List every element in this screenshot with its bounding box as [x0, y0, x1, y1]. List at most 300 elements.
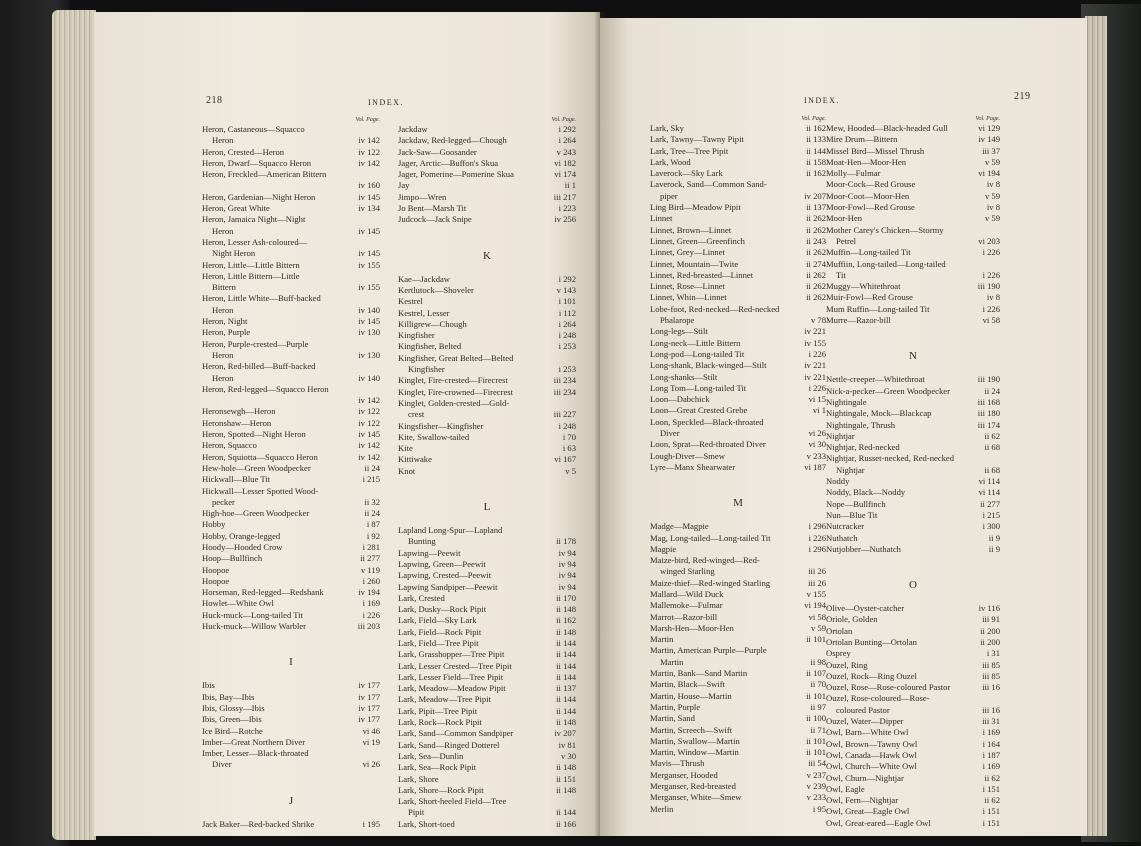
- index-entry: [650, 134, 826, 145]
- entry-name: Heron, Red-billed—Buff-backed: [202, 361, 316, 372]
- index-entry: [650, 202, 826, 213]
- entry-name: pecker: [212, 496, 235, 507]
- entry-reference: [378, 214, 380, 225]
- entry-name: Loon—Dabchick: [650, 394, 710, 405]
- entry-reference: i 195: [362, 818, 380, 829]
- entry-name: Kinglet, Golden-crested—Gold-: [398, 397, 510, 408]
- entry-reference: ii 162: [806, 123, 826, 133]
- entry-reference: i 92: [366, 530, 380, 541]
- index-entry: [650, 804, 826, 815]
- entry-reference: ii 9: [988, 532, 1000, 543]
- entry-name: Nuthatch: [826, 532, 858, 543]
- index-entry: [826, 315, 1000, 326]
- index-entry: [202, 406, 380, 417]
- index-entry: [826, 281, 1000, 292]
- entry-name: Ibis, Glossy—Ibis: [202, 702, 265, 713]
- index-entry: [826, 465, 1000, 476]
- index-entry: [826, 304, 1000, 315]
- entry-name: Missel Bird—Missel Thrush: [826, 145, 925, 156]
- entry-reference: vi 182: [554, 157, 576, 168]
- spacer: [650, 473, 826, 484]
- index-entry: [398, 192, 576, 203]
- entry-reference: vi 46: [362, 725, 380, 736]
- entry-reference: vi 203: [978, 235, 1000, 246]
- entry-reference: ii 148: [556, 626, 576, 637]
- entry-reference: iv 145: [358, 191, 380, 202]
- entry-reference: vi 114: [978, 487, 1000, 498]
- entry-name: Kestrel: [398, 296, 423, 307]
- entry-reference: i 248: [558, 420, 576, 431]
- entry-reference: i 253: [558, 341, 576, 352]
- entry-name: Nightjar: [836, 464, 865, 475]
- entry-name: Nick-a-pecker—Green Woodpecker: [826, 385, 950, 396]
- entry-name: Hobby, Orange-legged: [202, 530, 281, 541]
- entry-reference: i 264: [558, 318, 576, 329]
- entry-name: Lough-Diver—Smew: [650, 450, 725, 461]
- index-entry: [650, 758, 826, 769]
- index-entry: [202, 305, 380, 316]
- index-entry: [650, 589, 826, 600]
- entry-reference: ii 144: [806, 145, 826, 156]
- index-entry: [650, 270, 826, 281]
- entry-name: Owl, Great—Eagle Owl: [826, 806, 910, 817]
- entry-reference: v 59: [984, 190, 1000, 201]
- entry-name: winged Starling: [660, 566, 715, 577]
- entry-name: Lark, Pipit—Tree Pipit: [398, 705, 478, 716]
- index-entry: [650, 259, 826, 270]
- entry-name: Hoop—Bullfinch: [202, 553, 263, 564]
- index-entry: [398, 683, 576, 694]
- index-entry: [650, 451, 826, 462]
- entry-reference: i 169: [982, 727, 1000, 738]
- entry-reference: i 226: [808, 382, 826, 393]
- index-entry: [650, 781, 826, 792]
- entry-reference: [998, 453, 1000, 464]
- entry-reference: ii 24: [364, 462, 380, 473]
- entry-name: Linnet, Green—Greenfinch: [650, 235, 745, 246]
- index-entry: [650, 462, 826, 473]
- entry-name: Heron, Lesser Ash-coloured—: [202, 236, 308, 247]
- entry-name: piper: [660, 190, 678, 201]
- index-entry: [398, 604, 576, 615]
- entry-reference: iv 145: [358, 225, 380, 236]
- entry-reference: iv 145: [358, 316, 380, 327]
- entry-name: Merlin: [650, 803, 674, 814]
- entry-reference: i 112: [558, 307, 576, 318]
- entry-name: Killigrew—Chough: [398, 318, 467, 329]
- entry-reference: ii 68: [984, 442, 1000, 453]
- entry-reference: i 281: [362, 541, 380, 552]
- index-entry: [826, 202, 1000, 213]
- entry-reference: ii 148: [556, 604, 576, 615]
- entry-reference: i 215: [982, 509, 1000, 520]
- entry-name: Moor-Cock—Red Grouse: [826, 179, 916, 190]
- index-entry: [650, 668, 826, 679]
- index-entry: [202, 282, 380, 293]
- entry-name: Lark, Sand—Ringed Dotterel: [398, 739, 500, 750]
- entry-reference: i 215: [362, 474, 380, 485]
- entry-reference: i 226: [982, 269, 1000, 280]
- entry-name: Lark, Dusky—Rock Pipit: [398, 604, 487, 615]
- index-entry: [398, 319, 576, 330]
- index-entry: [650, 225, 826, 236]
- entry-reference: i 151: [982, 806, 1000, 817]
- index-entry: [202, 531, 380, 542]
- entry-reference: iv 145: [358, 248, 380, 259]
- index-entry: [826, 544, 1000, 555]
- entry-name: Kinglet, Fire-crested—Firecrest: [398, 375, 508, 386]
- entry-reference: iii 180: [977, 408, 1000, 419]
- spacer: [826, 555, 1000, 566]
- entry-reference: v 119: [360, 564, 380, 575]
- index-entry: [202, 271, 380, 282]
- entry-name: Lark, Sand—Common Sandpiper: [398, 728, 514, 739]
- index-entry: [398, 341, 576, 352]
- entry-name: Marrot—Razor-bill: [650, 611, 718, 622]
- entry-reference: vi 194: [978, 168, 1000, 179]
- index-entry: [650, 394, 826, 405]
- index-entry: [398, 694, 576, 705]
- entry-name: Martin, American Purple—Purple: [650, 645, 767, 656]
- index-entry: [398, 717, 576, 728]
- index-entry: [202, 248, 380, 259]
- index-entry: [398, 443, 576, 454]
- entry-name: Heron, Squacco: [202, 440, 257, 451]
- index-entry: [826, 795, 1000, 806]
- index-entry: [650, 157, 826, 168]
- entry-name: Lark, Field—Tree Pipit: [398, 637, 479, 648]
- entry-name: Ibis, Bay—Ibis: [202, 691, 255, 702]
- index-entry: [202, 169, 380, 180]
- entry-reference: iv 149: [978, 134, 1000, 145]
- column-header: Vol. Page.: [975, 116, 1000, 122]
- index-entry: [650, 247, 826, 258]
- entry-name: Martin, Screech—Swift: [650, 724, 733, 735]
- entry-reference: [998, 259, 1000, 270]
- entry-reference: [574, 525, 576, 536]
- running-head: INDEX.: [368, 98, 404, 107]
- index-entry: [202, 714, 380, 725]
- index-entry: [398, 454, 576, 465]
- entry-reference: ii 107: [806, 668, 826, 679]
- index-entry: [398, 135, 576, 146]
- index-entry: [398, 375, 576, 386]
- entry-name: Lapwing, Green—Peewit: [398, 558, 486, 569]
- entry-name: Long Tom—Long-tailed Tit: [650, 382, 747, 393]
- entry-reference: vi 58: [982, 315, 1000, 326]
- section-letter: N: [909, 350, 917, 363]
- entry-name: Pipit: [408, 807, 425, 818]
- index-entry: [202, 192, 380, 203]
- entry-name: Owl, Great-eared—Eagle Owl: [826, 817, 931, 828]
- entry-reference: [378, 169, 380, 180]
- entry-name: Ouzel, Ring: [826, 659, 868, 670]
- entry-name: Heron, Dwarf—Squacco Heron: [202, 157, 312, 168]
- entry-name: Linnet: [650, 213, 673, 224]
- entry-reference: ii 277: [360, 553, 380, 564]
- entry-reference: vi 1: [812, 405, 826, 416]
- entry-name: Kinglet, Fire-crowned—Firecrest: [398, 386, 514, 397]
- entry-reference: iv 160: [358, 180, 380, 191]
- index-entry: [398, 525, 576, 536]
- entry-reference: iv 94: [558, 558, 576, 569]
- entry-reference: iv 177: [358, 680, 380, 691]
- entry-name: Nightjar, Red-necked: [826, 442, 900, 453]
- index-entry: [826, 270, 1000, 281]
- entry-reference: ii 9: [988, 543, 1000, 554]
- index-entry: [826, 247, 1000, 258]
- index-entry: [202, 726, 380, 737]
- index-entry: [202, 158, 380, 169]
- entry-reference: iv 130: [358, 327, 380, 338]
- spacer: [826, 326, 1000, 337]
- spacer: [398, 226, 576, 237]
- entry-name: Madge—Magpie: [650, 521, 709, 532]
- index-entry: [826, 397, 1000, 408]
- index-entry: [826, 453, 1000, 464]
- entry-reference: ii 144: [556, 807, 576, 818]
- entry-name: Merganser, Red-breasted: [650, 781, 736, 792]
- entry-name: Kingfisher, Belted: [398, 341, 462, 352]
- entry-reference: iv 8: [986, 179, 1000, 190]
- section-letter: M: [733, 497, 743, 510]
- index-entry: [826, 727, 1000, 738]
- entry-reference: iv 207: [554, 728, 576, 739]
- entry-reference: iii 217: [553, 191, 576, 202]
- index-entry: [650, 612, 826, 623]
- entry-reference: [378, 361, 380, 372]
- entry-reference: ii 262: [806, 269, 826, 280]
- entry-reference: ii 148: [556, 784, 576, 795]
- entry-reference: iv 134: [358, 203, 380, 214]
- index-entry: [826, 374, 1000, 385]
- index-entry: [398, 627, 576, 638]
- column-header: Vol. Page.: [355, 117, 380, 123]
- entry-name: Hickwall—Blue Tit: [202, 474, 271, 485]
- index-entry: [826, 499, 1000, 510]
- index-entry: [398, 285, 576, 296]
- index-entry: [398, 796, 576, 807]
- index-entry: [826, 408, 1000, 419]
- entry-reference: iii 227: [553, 409, 576, 420]
- entry-name: Heron: [212, 225, 234, 236]
- entry-name: Lyre—Manx Shearwater: [650, 461, 736, 472]
- entry-reference: i 292: [558, 124, 576, 134]
- entry-name: Hickwall—Lesser Spotted Wood-: [202, 485, 319, 496]
- entry-name: Moor-Coot—Moor-Hen: [826, 190, 910, 201]
- entry-reference: ii 101: [806, 690, 826, 701]
- index-entry: [398, 124, 576, 135]
- entry-name: Lark, Meadow—Meadow Pipit: [398, 683, 506, 694]
- entry-reference: iv 221: [804, 371, 826, 382]
- entry-reference: vi 26: [808, 428, 826, 439]
- entry-name: Linnet, Rose—Linnet: [650, 281, 725, 292]
- entry-reference: ii 262: [806, 213, 826, 224]
- entry-reference: iv 140: [358, 372, 380, 383]
- index-entry: [202, 452, 380, 463]
- index-entry: [650, 702, 826, 713]
- entry-name: Magpie: [650, 543, 677, 554]
- index-entry: [202, 497, 380, 508]
- index-entry: [398, 785, 576, 796]
- index-entry: [398, 582, 576, 593]
- index-entry: [202, 819, 380, 830]
- index-entry: [826, 225, 1000, 236]
- entry-reference: i 70: [562, 431, 576, 442]
- index-entry: [398, 672, 576, 683]
- section-letter: K: [483, 249, 491, 262]
- spacer: [398, 477, 576, 488]
- index-entry: [398, 353, 576, 364]
- entry-reference: ii 98: [810, 656, 826, 667]
- entry-reference: i 248: [558, 330, 576, 341]
- entry-name: Ouzel, Rose—Rose-coloured Pastor: [826, 682, 951, 693]
- entry-reference: [378, 384, 380, 395]
- entry-reference: [998, 225, 1000, 236]
- entry-reference: v 239: [806, 781, 826, 792]
- index-entry: [202, 587, 380, 598]
- entry-reference: ii 148: [556, 762, 576, 773]
- entry-reference: ii 68: [984, 464, 1000, 475]
- entry-name: Lark, Field—Rock Pipit: [398, 626, 482, 637]
- index-entry: [650, 713, 826, 724]
- index-entry: [826, 420, 1000, 431]
- entry-name: Marsh-Hen—Moor-Hen: [650, 622, 734, 633]
- left-page: [94, 12, 600, 836]
- index-entry: [202, 418, 380, 429]
- entry-name: Nope—Bullfinch: [826, 498, 886, 509]
- entry-reference: i 226: [982, 303, 1000, 314]
- entry-name: Nightjar, Russet-necked, Red-necked: [826, 453, 955, 464]
- index-entry: [398, 728, 576, 739]
- entry-reference: vi 114: [978, 476, 1000, 487]
- entry-reference: iii 85: [982, 659, 1000, 670]
- index-entry: [826, 671, 1000, 682]
- entry-reference: i 151: [982, 783, 1000, 794]
- index-entry: [398, 387, 576, 398]
- entry-reference: iv 221: [804, 326, 826, 337]
- index-entry: [202, 237, 380, 248]
- index-entry: [826, 157, 1000, 168]
- entry-name: Lark, Rock—Rock Pipit: [398, 717, 482, 728]
- entry-reference: i 187: [982, 749, 1000, 760]
- entry-reference: ii 133: [806, 134, 826, 145]
- index-entry: [826, 761, 1000, 772]
- index-entry: [650, 792, 826, 803]
- entry-name: Kite, Swallow-tailed: [398, 431, 470, 442]
- entry-name: Oriole, Golden: [826, 614, 878, 625]
- entry-reference: iv 116: [978, 603, 1000, 614]
- index-entry: [826, 431, 1000, 442]
- entry-reference: iii 190: [977, 374, 1000, 385]
- entry-reference: iv 142: [358, 157, 380, 168]
- entry-reference: i 292: [558, 273, 576, 284]
- entry-reference: ii 144: [556, 705, 576, 716]
- entry-name: Mag, Long-tailed—Long-tailed Tit: [650, 532, 771, 543]
- index-entry: [826, 533, 1000, 544]
- index-entry: [202, 350, 380, 361]
- entry-reference: iii 54: [808, 758, 826, 769]
- entry-name: Long-pod—Long-tailed Tit: [650, 348, 745, 359]
- entry-name: Ouzel, Rock—Ring Ouzel: [826, 670, 917, 681]
- entry-name: Jimpo—Wren: [398, 191, 447, 202]
- entry-reference: [378, 293, 380, 304]
- index-entry: [826, 292, 1000, 303]
- entry-reference: ii 200: [980, 636, 1000, 647]
- index-entry: [398, 364, 576, 375]
- index-entry: [826, 521, 1000, 532]
- entry-name: Linnet, Grey—Linnet: [650, 247, 725, 258]
- entry-reference: i 296: [808, 521, 826, 532]
- index-entry: [202, 327, 380, 338]
- entry-reference: i 260: [362, 575, 380, 586]
- entry-reference: ii 24: [984, 385, 1000, 396]
- index-column-2: [826, 115, 1000, 829]
- section-letter: O: [909, 579, 917, 592]
- entry-name: Ibis, Green—Ibis: [202, 714, 262, 725]
- entry-reference: i 169: [982, 761, 1000, 772]
- entry-name: Muggy—Whitethroat: [826, 281, 901, 292]
- index-entry: [826, 750, 1000, 761]
- entry-reference: iv 177: [358, 702, 380, 713]
- entry-name: Heron, Castaneous—Squacco: [202, 124, 305, 134]
- entry-name: Martin: [660, 656, 684, 667]
- entry-name: Hew-hole—Green Woodpecker: [202, 462, 311, 473]
- index-entry: [202, 203, 380, 214]
- index-entry: [826, 123, 1000, 134]
- entry-reference: ii 166: [556, 818, 576, 829]
- index-entry: [650, 315, 826, 326]
- entry-reference: iii 37: [982, 145, 1000, 156]
- index-entry: [202, 316, 380, 327]
- entry-reference: iv 142: [358, 440, 380, 451]
- entry-reference: iv 81: [558, 739, 576, 750]
- entry-reference: iv 122: [358, 406, 380, 417]
- entry-name: Martin, Sand: [650, 713, 695, 724]
- entry-reference: [378, 339, 380, 350]
- entry-name: crest: [408, 409, 425, 420]
- section-letter: I: [289, 656, 293, 669]
- index-entry: [398, 559, 576, 570]
- index-entry: [398, 180, 576, 191]
- entry-reference: iii 16: [982, 682, 1000, 693]
- entry-name: Nightjar: [826, 430, 855, 441]
- index-entry: [650, 657, 826, 668]
- entry-reference: iv 94: [558, 581, 576, 592]
- entry-name: Mother Carey's Chicken—Stormy: [826, 224, 944, 235]
- entry-name: Owl, Eagle: [826, 783, 865, 794]
- entry-reference: vi 129: [978, 123, 1000, 133]
- entry-name: Night Heron: [212, 248, 256, 259]
- entry-name: Maize-thief—Red-winged Starling: [650, 577, 771, 588]
- index-entry: [398, 169, 576, 180]
- entry-reference: i 169: [362, 598, 380, 609]
- entry-name: Lark, Short-toed: [398, 818, 455, 829]
- entry-name: Huck-muck—Willow Warbler: [202, 621, 307, 632]
- entry-name: Lark, Shore: [398, 773, 439, 784]
- index-entry: [398, 466, 576, 477]
- entry-name: Owl, Canada—Hawk Owl: [826, 749, 917, 760]
- entry-name: Hobby: [202, 519, 226, 530]
- entry-reference: vi 167: [554, 454, 576, 465]
- entry-name: Nun—Blue Tit: [826, 509, 878, 520]
- entry-reference: iii 190: [977, 281, 1000, 292]
- entry-name: Owl, Barn—White Owl: [826, 727, 909, 738]
- entry-reference: ii 144: [556, 649, 576, 660]
- entry-reference: v 155: [806, 588, 826, 599]
- entry-reference: iv 142: [358, 395, 380, 406]
- entry-name: Martin, Swallow—Martin: [650, 735, 740, 746]
